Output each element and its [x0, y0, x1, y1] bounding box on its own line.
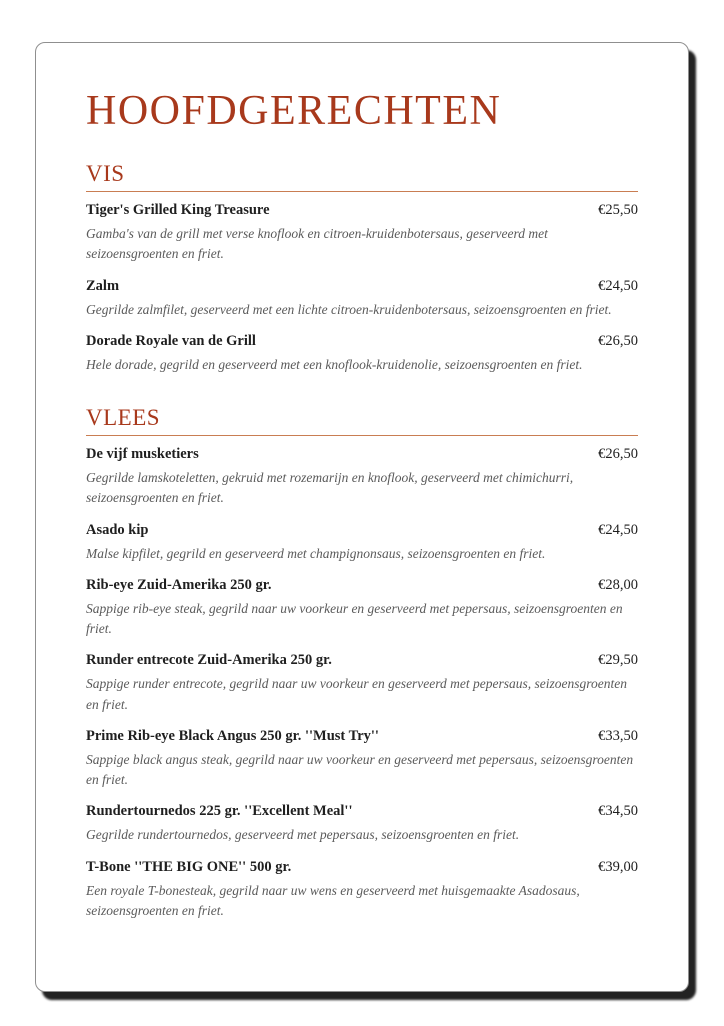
section-vis [86, 161, 638, 375]
item-description: Sappige black angus steak, gegrild naar uw voorkeur en geserveerd met pepersaus, seizoensgroenten en friet. [86, 751, 634, 787]
item-price: €24,50 [598, 521, 638, 538]
item-description: Gegrilde rundertournedos, geserveerd met pepersaus, seizoensgroenten en friet. [86, 827, 520, 843]
item-name: Zalm [86, 277, 120, 294]
item-name: Dorade Royale van de Grill [86, 332, 256, 349]
menu-page [35, 42, 689, 992]
item-row [86, 859, 638, 876]
menu-item [86, 652, 638, 715]
item-row [86, 522, 638, 539]
item-name: Prime Rib-eye Black Angus 250 gr. ''Must Try'' [86, 727, 379, 744]
menu-item [86, 577, 638, 640]
item-name: Asado kip [86, 521, 149, 538]
item-name: Runder entrecote Zuid-Amerika 250 gr. [86, 652, 332, 669]
item-row [86, 446, 638, 463]
section-divider [86, 435, 638, 436]
item-description: Gegrilde lamskoteletten, gekruid met rozemarijn en knoflook, geserveerd met chimichurri, seizoensgroenten en friet. [86, 470, 574, 506]
menu-item [86, 278, 638, 320]
item-row [86, 577, 638, 594]
menu-item [86, 202, 638, 265]
item-name: T-Bone ''THE BIG ONE'' 500 gr. [86, 858, 292, 875]
item-price: €39,00 [598, 858, 638, 875]
item-row [86, 202, 638, 219]
item-row [86, 333, 638, 350]
item-price: €29,50 [598, 652, 638, 669]
item-row [86, 278, 638, 295]
menu-item [86, 446, 638, 509]
menu-item [86, 333, 638, 375]
item-description: Malse kipfilet, gegrild en geserveerd met champignonsaus, seizoensgroenten en friet. [86, 545, 546, 561]
item-description: Gamba's van de grill met verse knoflook en citroen-kruidenbotersaus, geserveerd met seizoensgroenten en friet. [86, 226, 548, 262]
item-description: Een royale T-bonesteak, gegrild naar uw wens en geserveerd met huisgemaakte Asadosaus, seizoensgroenten en friet. [86, 882, 580, 918]
section-title-vlees: VLEES [86, 405, 161, 430]
item-description: Sappige rib-eye steak, gegrild naar uw voorkeur en geserveerd met pepersaus, seizoensgroenten en friet. [86, 600, 623, 636]
item-description: Gegrilde zalmfilet, geserveerd met een lichte citroen-kruidenbotersaus, seizoensgroenten en friet. [86, 301, 612, 317]
item-price: €34,50 [598, 803, 638, 820]
item-name: De vijf musketiers [86, 446, 199, 462]
page-title: HOOFDGERECHTEN [86, 88, 502, 134]
item-description: Sappige runder entrecote, gegrild naar uw voorkeur en geserveerd met pepersaus, seizoensgroenten en friet. [86, 676, 628, 712]
item-name: Rib-eye Zuid-Amerika 250 gr. [86, 576, 272, 593]
item-name: Tiger's Grilled King Treasure [86, 202, 270, 218]
item-price: €28,00 [598, 576, 638, 593]
item-row [86, 803, 638, 820]
item-price: €26,50 [598, 332, 638, 349]
section-title-vis: VIS [86, 161, 125, 186]
item-price: €33,50 [598, 727, 638, 744]
item-price: €26,50 [598, 446, 638, 462]
item-price: €25,50 [598, 202, 638, 218]
menu-item [86, 522, 638, 564]
item-row [86, 652, 638, 669]
item-description: Hele dorade, gegrild en geserveerd met een knoflook-kruidenolie, seizoensgroenten en friet. [86, 356, 583, 372]
section-divider [86, 191, 638, 192]
menu-item [86, 803, 638, 845]
section-vlees [86, 405, 638, 921]
item-name: Rundertournedos 225 gr. ''Excellent Meal'' [86, 803, 353, 820]
menu-item [86, 728, 638, 791]
item-price: €24,50 [598, 277, 638, 294]
menu-item [86, 859, 638, 922]
item-row [86, 728, 638, 745]
